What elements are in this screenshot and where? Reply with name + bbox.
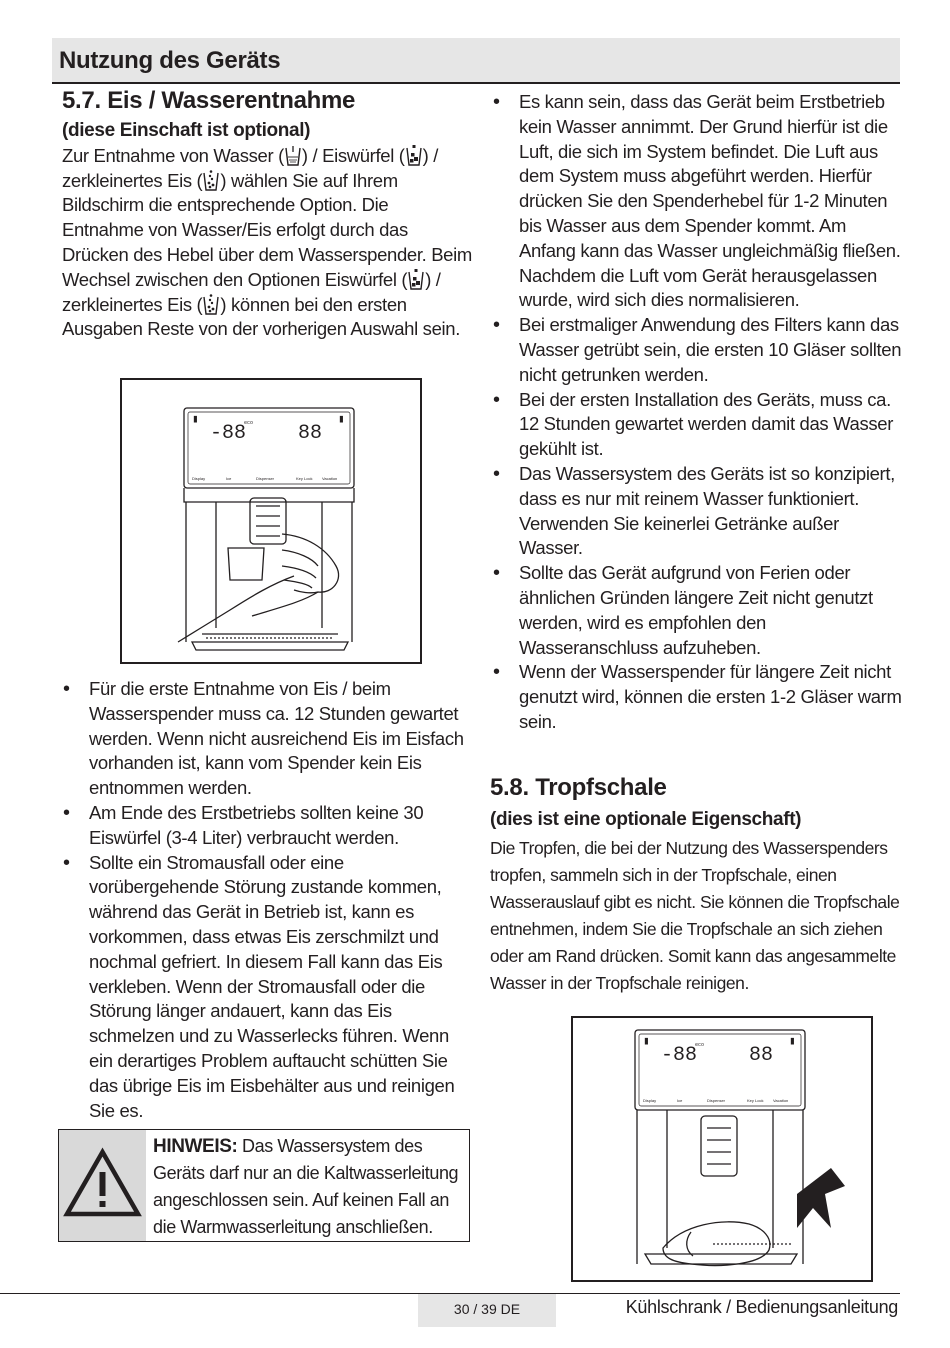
footer-title: Kühlschrank / Bedienungsanleitung	[625, 1297, 898, 1317]
section-57-bullets	[62, 677, 472, 1123]
intro-text-3: ) / zerkleinertes Eis (	[62, 144, 438, 191]
list-item: • Sollte ein Stromausfall oder eine vorübergehende Störung zustande kommen, während das Gerät in Betrieb ist, kann es vorkommen, dass etwas Eis zerschmilzt und nochmal gefriert. In diesem Fall kann das Eis verkleben. Wenn der Stromausfall oder die Störung länger andauert, kann das Eis schmelzen und zu Wasserlecks führen. Wenn ein derartiges Problem auftaucht schütten Sie das übrige Eis im Eisbehälter aus und reinigen Sie es.	[62, 851, 472, 1124]
section-57-heading: 5.7. Eis / Wasserentnahme	[62, 87, 356, 114]
dispenser-drawing	[122, 380, 420, 662]
svg-text:Ice: Ice	[226, 476, 232, 481]
svg-text:Key Lock: Key Lock	[747, 1098, 764, 1103]
crushed-ice-icon	[203, 170, 219, 192]
display-digits-left: -88	[210, 422, 247, 445]
list-item: • Bei der ersten Installation des Geräts, muss ca. 12 Stunden gewartet werden damit das Wasser gekühlt ist.	[492, 388, 902, 462]
svg-text:-88: -88	[661, 1044, 698, 1067]
list-item: • Am Ende des Erstbetriebs sollten keine 30 Eiswürfel (3-4 Liter) verbraucht werden.	[62, 801, 472, 851]
drip-tray-drawing	[573, 1018, 871, 1280]
svg-text:Key Lock: Key Lock	[296, 476, 313, 481]
svg-text:Vacation: Vacation	[773, 1098, 789, 1103]
intro-text-4: ) wählen Sie auf Ihrem Bildschirm die entsprechende Option. Die Entnahme von Wasser/Eis erfolgt durch das Drücken des Hebel über dem Wasserspender. Beim Wechsel zwischen den Optionen Eiswürfel (	[62, 169, 472, 290]
section-57	[62, 86, 472, 342]
list-item: • Wenn der Wasserspender für längere Zeit nicht genutzt wird, können die ersten 1-2 Gläser warm sein.	[492, 660, 902, 734]
page-number: 30 / 39 DE	[418, 1294, 556, 1327]
notice-box	[58, 1129, 470, 1242]
section-58-heading: 5.8. Tropfschale	[490, 774, 667, 801]
ice-cube-icon	[406, 145, 422, 167]
page-header	[52, 38, 900, 84]
page-header-title: Nutzung des Geräts	[59, 47, 281, 74]
intro-text-1: Zur Entnahme von Wasser (	[62, 144, 284, 166]
section-58	[490, 773, 902, 997]
section-57-intro	[62, 144, 472, 342]
section-57-subheading: (diese Einschaft ist optional)	[62, 120, 311, 141]
list-item: • Sollte das Gerät aufgrund von Ferien oder ähnlichen Gründen längere Zeit nicht genutzt werden, wird es empfohlen den Wasseranschluss aufzuheben.	[492, 561, 902, 660]
notice-body: Das Wassersystem des Geräts darf nur an die Kaltwasserleitung angeschlossen sein. Auf keinen Fall an die Warmwasserleitung anschließen.	[153, 1136, 459, 1237]
drip-tray-illustration	[571, 1016, 873, 1282]
list-item: • Das Wassersystem des Geräts ist so konzipiert, dass es nur mit reinem Wasser funktioniert. Verwenden Sie keinerlei Getränke außer Wasser.	[492, 462, 902, 561]
intro-text-2: ) / Eiswürfel (	[301, 144, 405, 166]
water-icon	[285, 145, 301, 167]
dispenser-illustration	[120, 378, 422, 664]
list-item: • Es kann sein, dass das Gerät beim Erstbetrieb kein Wasser annimmt. Der Grund hierfür ist die Luft, die sich im System befindet. Die Luft aus dem System muss abgeführt werden. Hierfür drücken Sie den Spenderhebel für 1-2 Minuten bis Wasser aus dem Spender kommt. Am Anfang kann das Wasser ungleichmäßig fließen. Nachdem die Luft vom Gerät herausgelassen wurde, wird sich dies normalisieren.	[492, 90, 902, 313]
display-digits-right: 88	[298, 422, 323, 445]
svg-text:▮: ▮	[789, 1036, 796, 1048]
display-eco: eco	[244, 420, 254, 426]
warning-icon	[59, 1130, 146, 1241]
svg-text:Dispenser: Dispenser	[256, 476, 275, 481]
svg-text:Ice: Ice	[677, 1098, 683, 1103]
svg-text:Display: Display	[192, 476, 206, 481]
svg-text:▮: ▮	[192, 414, 199, 426]
intro-text-6: ) können bei den ersten Ausgaben Reste von der vorherigen Auswahl sein.	[62, 293, 461, 340]
svg-text:Dispenser: Dispenser	[707, 1098, 726, 1103]
list-item: • Bei erstmaliger Anwendung des Filters kann das Wasser getrübt sein, die ersten 10 Gläser sollten nicht getrunken werden.	[492, 313, 902, 387]
svg-text:Vacation: Vacation	[322, 476, 338, 481]
notice-label: HINWEIS:	[153, 1136, 238, 1157]
right-column-bullets	[492, 90, 902, 735]
list-item: • Für die erste Entnahme von Eis / beim Wasserspender muss ca. 12 Stunden gewartet werden. Wenn nicht ausreichend Eis im Eisfach vorhanden ist, kann vom Spender kein Eis entnommen werden.	[62, 677, 472, 801]
svg-text:88: 88	[749, 1044, 774, 1067]
svg-text:eco: eco	[695, 1042, 705, 1048]
svg-text:Display: Display	[643, 1098, 657, 1103]
notice-text	[153, 1133, 467, 1241]
svg-text:▮: ▮	[338, 414, 345, 426]
section-58-body: Die Tropfen, die bei der Nutzung des Wasserspenders tropfen, sammeln sich in der Tropfschale, einen Wasserauslauf gibt es nicht. Sie können die Tropfschale entnehmen, indem Sie die Tropfschale an sich ziehen oder am Rand drücken. Somit kann das angesammelte Wasser in der Tropfschale reinigen.	[490, 837, 900, 993]
intro-text-5: ) / zerkleinertes Eis (	[62, 268, 441, 315]
warning-panel	[59, 1130, 146, 1241]
svg-text:▮: ▮	[643, 1036, 650, 1048]
section-58-subheading: (dies ist eine optionale Eigenschaft)	[490, 809, 802, 830]
ice-cube-icon	[408, 269, 424, 291]
crushed-ice-icon	[203, 294, 219, 316]
